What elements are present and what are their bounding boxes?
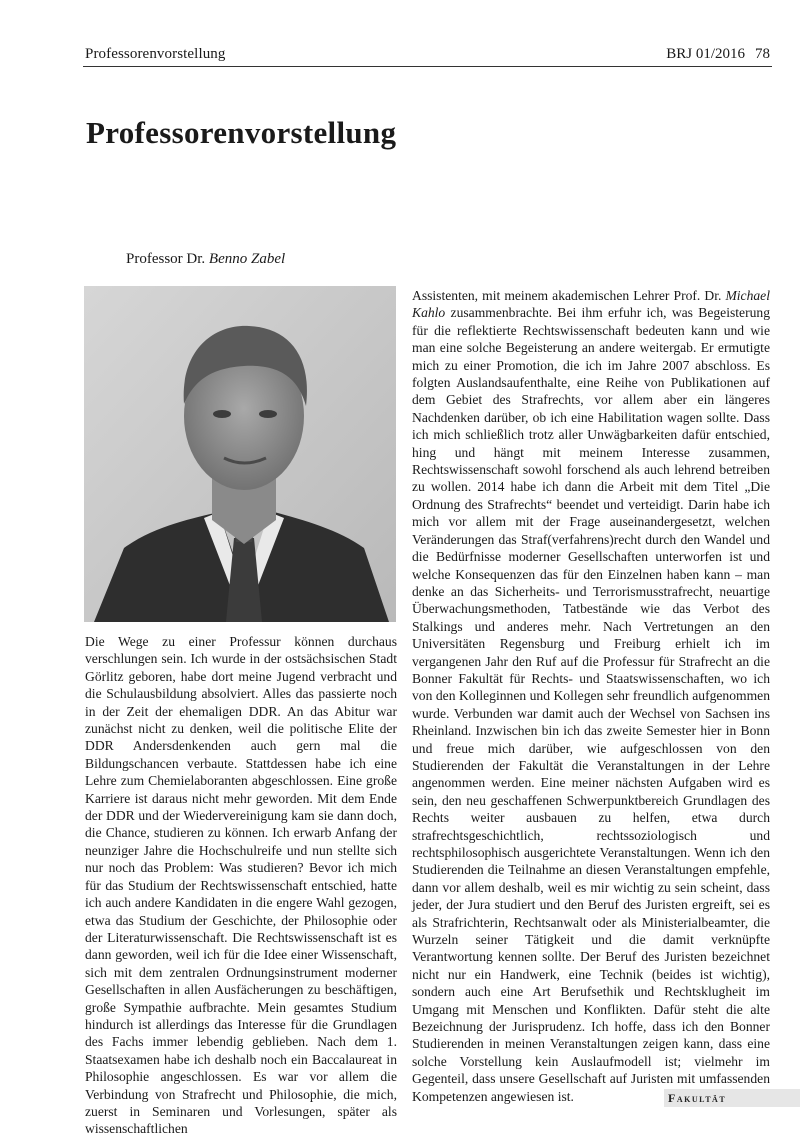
author-line bbox=[126, 251, 285, 268]
page-number: 78 bbox=[755, 46, 770, 62]
portrait-photo bbox=[84, 286, 396, 622]
author-prefix: Professor Dr. bbox=[126, 251, 206, 267]
running-header-section: Professorenvorstellung bbox=[85, 46, 226, 62]
body-column-left: Die Wege zu einer Professur können durchaus verschlungen sein. Ich wurde in der ostsächsischen Stadt Görlitz geboren, habe dort meine Jugend verbracht und die Schulausbildung absolviert. Alles das passierte noch in der Zeit der ehemaligen DDR. An das Abitur war zunächst nicht zu denken, weil die politische Elite der DDR Andersdenkenden auch gern mal die Bildungschancen verbaute. Stattdessen habe ich eine Lehre zum Chemielaboranten abgeschlossen. Eine große Karriere ist daraus nicht mehr geworden. Mit dem Ende der DDR und der Wiedervereinigung kam sie dann doch, die Chance, studieren zu können. Ich erwarb Anfang der neunziger Jahre die Hochschulreife und nun stellte sich nur noch das Problem: Was studieren? Bevor ich mich für das Studium der Rechtswissenschaft entschied, hatte ich auch andere Kandidaten in die engere Wahl gezogen, etwa das Studium der Geschichte, der Philosophie oder der Literaturwissenschaft. Die Rechtswissenschaft ist es dann geworden, weil ich für die Idee einer Wissenschaft, sich mit dem zentralen Ordnungsinstrument moderner Gesellschaften in allen Ausfächerungen zu beschäftigen, große Sympathie aufbrachte. Mein gesamtes Studium hindurch ist allerdings das Interesse für die Grundlagen des Fachs immer lebendig geblieben. Nach dem 1. Staatsexamen habe ich deshalb noch ein Baccalaureat in Philosophie angeschlossen. Es war vor allem die Verbindung von Strafrecht und Philosophie, die mich, zuerst in Seminaren und Vorlesungen, später als wissenschaftlichen bbox=[85, 634, 397, 1137]
body-column-right bbox=[412, 287, 770, 1105]
issue-label: BRJ 01/2016 bbox=[666, 46, 745, 62]
header-rule bbox=[83, 66, 772, 67]
teacher-name: Michael Kahlo bbox=[412, 288, 770, 321]
body-right-start: Assistenten, mit meinem akademischen Lehrer Prof. Dr. bbox=[412, 288, 722, 303]
running-header-issue bbox=[666, 46, 770, 63]
body-right-rest: zusammenbrachte. Bei ihm erfuhr ich, was Begeisterung für die reflektierte Rechtswissenschaft bedeuten kann und wie man eine solche Begeisterung an andere weitergab. Er ermutigte mich zu einer Promotion, die ich im Jahre 2007 abschloss. Es folgten Auslandsaufenthalte, eine Reihe von Publikationen auf dem Gebiet des Strafrechts, vor allem aber ein längeres Nachdenken darüber, ob ich eine Habilitation wagen sollte. Dass ich mich schließlich trotz aller Unwägbarkeiten dafür entschied, hing und hängt mit meinem Interesse zusammen, Rechtswissenschaft sowohl forschend als auch lehrend betreiben zu wollen. 2014 habe ich dann die Arbeit mit dem Titel „Die Ordnung des Strafrechts“ beendet und verteidigt. Darin habe ich mich vor allem mit der Frage auseinandergesetzt, welchen Veränderungen das Straf(verfahrens)recht durch den Wandel und die Bedürfnisse moderner Gesellschaften unterworfen ist und welche Konsequenzen das für den Einzelnen haben kann – man denke an das Sicherheits- und Terrorismusstrafrecht, neuartige Überwachungsmethoden, Tatbestände wie das Verbot des Stalkings und anderes mehr. Nach Vertretungen an den Universitäten Regensburg und Freiburg erhielt ich im vergangenen Jahr den Ruf auf die Professur für Strafrecht an die Bonner Fakultät für Rechts- und Staatswissenschaften, wo ich von den Kolleginnen und Kollegen sehr freundlich aufgenommen wurde. Verbunden war damit auch der Wechsel von Sachsen ins Rheinland. Inzwischen bin ich das zweite Semester hier in Bonn und freue mich darüber, wie aufgeschlossen von den Studierenden der Fakultät die Veranstaltungen in der Lehre angenommen werden. Eine meiner nächsten Aufgaben wird es sein, den neu geschaffenen Schwerpunktbereich Grundlagen des Rechts weiter ausbauen zu helfen, etwa durch strafrechtsgeschichtlich, rechtssoziologisch und rechtsphilosophisch ausgerichtete Veranstaltungen. Wenn ich den Studierenden die Teilnahme an diesen Veranstaltungen empfehle, dann vor allem deshalb, weil es mir wichtig zu sein scheint, dass jeder, der Jura studiert und den Beruf des Juristen ergreift, sei es als Strafrichterin, Rechtsanwalt oder als Ministerialbeamter, die Wurzeln seiner Tätigkeit und die damit verknüpfte Verantwortung kennen sollte. Der Beruf des Juristen bezeichnet nicht nur ein Handwerk, eine Technik (beides ist wichtig), sondern auch eine Art Berufsethik und Rechtsklugheit im Umgang mit Menschen und Konflikten. Dafür steht die alte Bezeichnung der Jurisprudenz. Ich hoffe, dass ich den Bonner Studierenden in meinen Veranstaltungen zeigen kann, dass eine solche Vorstellung kein Auslaufmodell ist; vielmehr im Gegenteil, dass unsere Gesellschaft auf Juristen mit umfassenden Kompetenzen angewiesen ist. bbox=[412, 305, 770, 1104]
footer-section-label: Fakultät bbox=[668, 1091, 727, 1105]
author-name: Benno Zabel bbox=[208, 251, 286, 267]
portrait-photo-icon bbox=[84, 286, 396, 622]
page-title: Professorenvorstellung bbox=[86, 115, 397, 150]
